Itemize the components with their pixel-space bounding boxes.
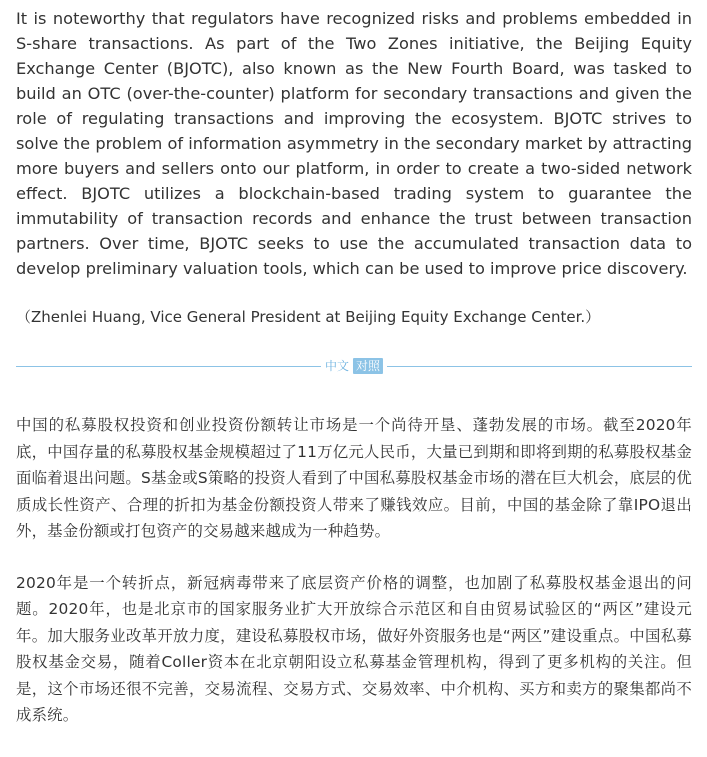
divider-label <box>321 358 387 374</box>
language-divider <box>16 358 692 374</box>
attribution: （Zhenlei Huang, Vice General President at Beijing Equity Exchange Center.） <box>16 308 601 326</box>
english-paragraph: It is noteworthy that regulators have recognized risks and problems embedded in S-share transactions. As part of the Two Zones initiative, the Beijing Equity Exchange Center (BJOTC), also known as the New Fourth Board, was tasked to build an OTC (over-the-counter) platform for secondary transactions and given the role of regulating transactions and improving the ecosystem. BJOTC strives to solve the problem of information asymmetry in the secondary market by attracting more buyers and sellers onto our platform, in order to create a two-sided network effect. BJOTC utilizes a blockchain-based trading system to guarantee the immutability of transaction records and enhance the trust between transaction partners. Over time, BJOTC seeks to use the accumulated transaction data to develop preliminary valuation tools, which can be used to improve price discovery. <box>16 9 692 278</box>
compare-label: 对照 <box>353 358 383 374</box>
chinese-label: 中文 <box>324 359 349 373</box>
chinese-paragraph-2: 2020年是一个转折点，新冠病毒带来了底层资产价格的调整，也加剧了私募股权基金退出的问题。2020年，也是北京市的国家服务业扩大开放综合示范区和自由贸易试验区的“两区”建设元年。加大服务业改革开放力度，建设私募股权市场，做好外资服务也是“两区”建设重点。中国私募股权基金交易，随着Coller资本在北京朝阳设立私募基金管理机构，得到了更多机构的关注。但是，这个市场还很不完善，交易流程、交易方式、交易效率、中介机构、买方和卖方的聚集都尚不成系统。 <box>16 573 692 724</box>
article-body <box>16 6 692 729</box>
chinese-paragraph-1: 中国的私募股权投资和创业投资份额转让市场是一个尚待开垦、蓬勃发展的市场。截至2020年底，中国存量的私募股权基金规模超过了11万亿元人民币，大量已到期和即将到期的私募股权基金面临着退出问题。S基金或S策略的投资人看到了中国私募股权基金市场的潜在巨大机会，底层的优质成长性资产、合理的折扣为基金份额投资人带来了赚钱效应。目前，中国的基金除了靠IPO退出外，基金份额或打包资产的交易越来越成为一种趋势。 <box>16 416 692 540</box>
